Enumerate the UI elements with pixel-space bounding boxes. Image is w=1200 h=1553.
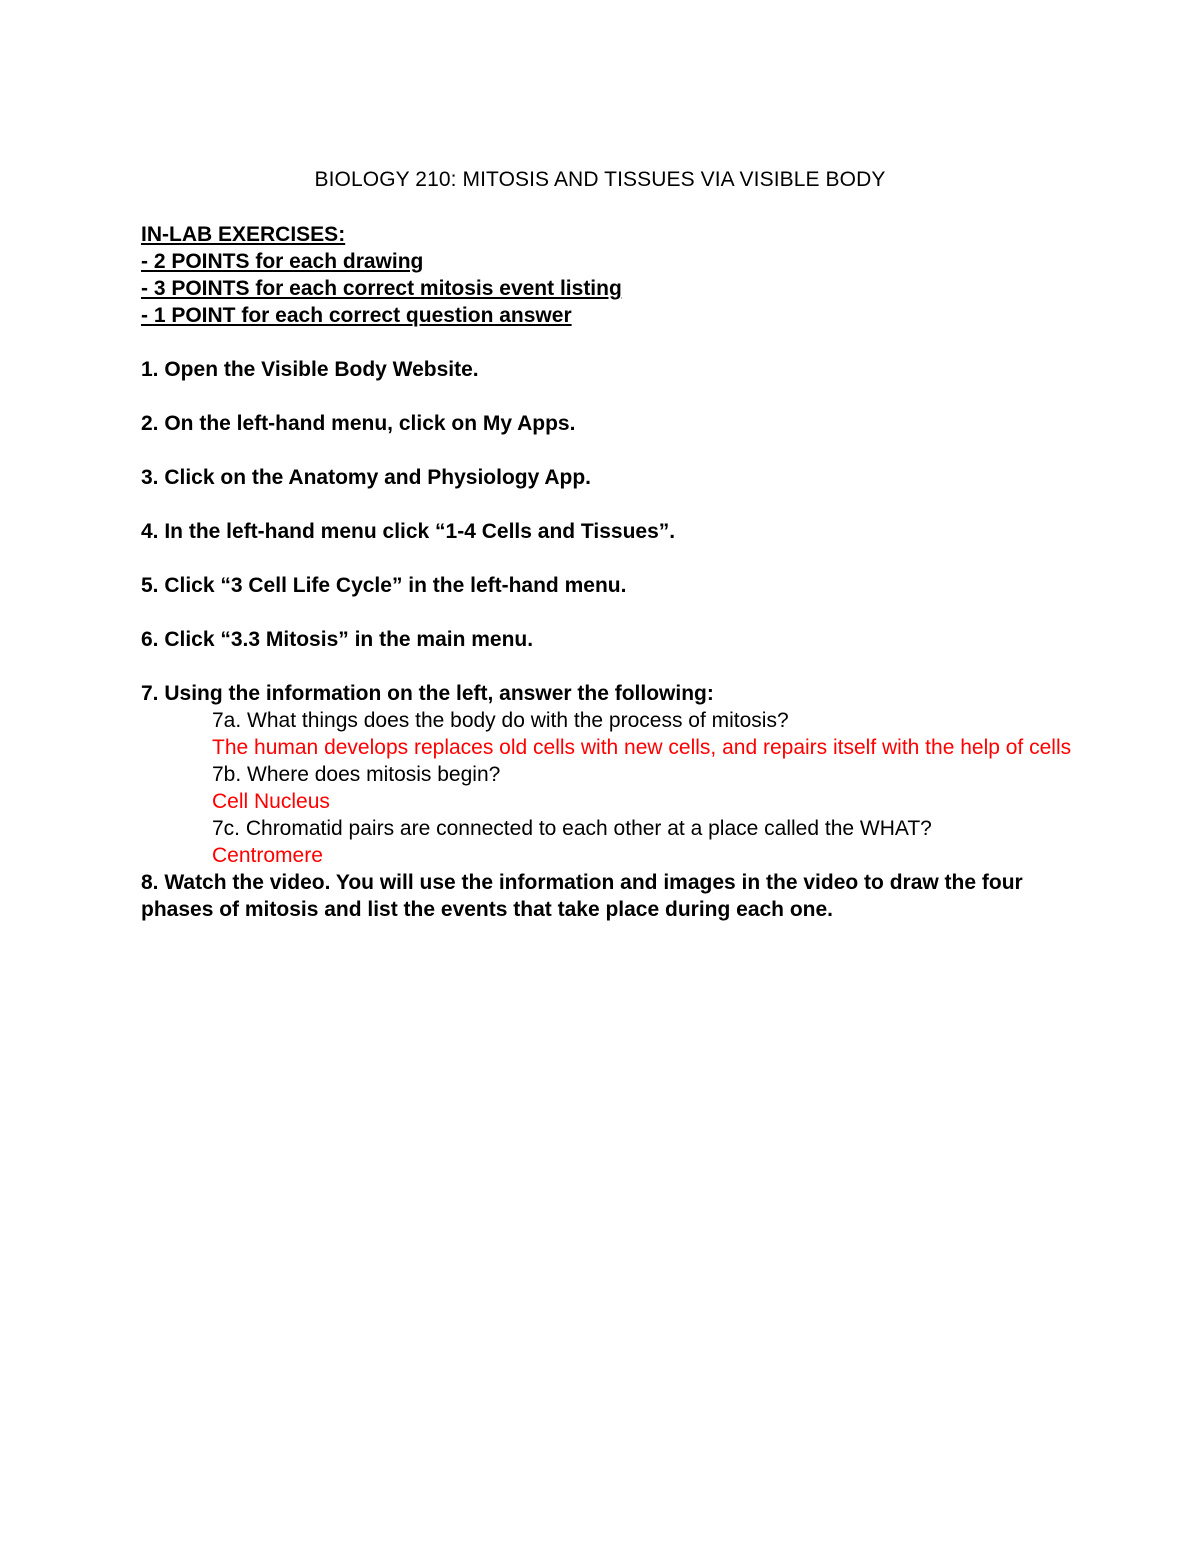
spacer bbox=[141, 491, 1081, 518]
document-title: BIOLOGY 210: MITOSIS AND TISSUES VIA VISIBLE BODY bbox=[314, 168, 886, 191]
step-3: 3. Click on the Anatomy and Physiology App. bbox=[141, 466, 592, 489]
question-7b: 7b. Where does mitosis begin? bbox=[212, 763, 501, 786]
points-line-event-listing: - 3 POINTS for each correct mitosis event listing bbox=[141, 277, 622, 300]
points-line-question-answer: - 1 POINT for each correct question answer bbox=[141, 304, 572, 327]
step-6: 6. Click “3.3 Mitosis” in the main menu. bbox=[141, 628, 534, 651]
step-4: 4. In the left-hand menu click “1-4 Cells and Tissues”. bbox=[141, 520, 676, 543]
question-7c: 7c. Chromatid pairs are connected to each other at a place called the WHAT? bbox=[212, 817, 932, 840]
step-5: 5. Click “3 Cell Life Cycle” in the left-hand menu. bbox=[141, 574, 627, 597]
spacer bbox=[141, 545, 1081, 572]
spacer bbox=[141, 437, 1081, 464]
step-2: 2. On the left-hand menu, click on My Apps. bbox=[141, 412, 576, 435]
step-8: 8. Watch the video. You will use the information and images in the video to draw the four phases of mitosis and list the events that take place during each one. bbox=[141, 871, 1023, 921]
step-7: 7. Using the information on the left, answer the following: bbox=[141, 682, 714, 705]
answer-7b: Cell Nucleus bbox=[212, 790, 330, 813]
step-1: 1. Open the Visible Body Website. bbox=[141, 358, 479, 381]
spacer bbox=[141, 383, 1081, 410]
exercises-heading: IN-LAB EXERCISES: bbox=[141, 223, 346, 246]
answer-7a: The human develops replaces old cells with new cells, and repairs itself with the help of cells bbox=[212, 736, 1072, 759]
spacer bbox=[141, 653, 1081, 680]
spacer bbox=[141, 329, 1081, 356]
question-7a: 7a. What things does the body do with the process of mitosis? bbox=[212, 709, 789, 732]
answer-7c: Centromere bbox=[212, 844, 323, 867]
spacer bbox=[141, 599, 1081, 626]
document-content bbox=[141, 221, 1081, 923]
points-line-drawing: - 2 POINTS for each drawing bbox=[141, 250, 424, 273]
